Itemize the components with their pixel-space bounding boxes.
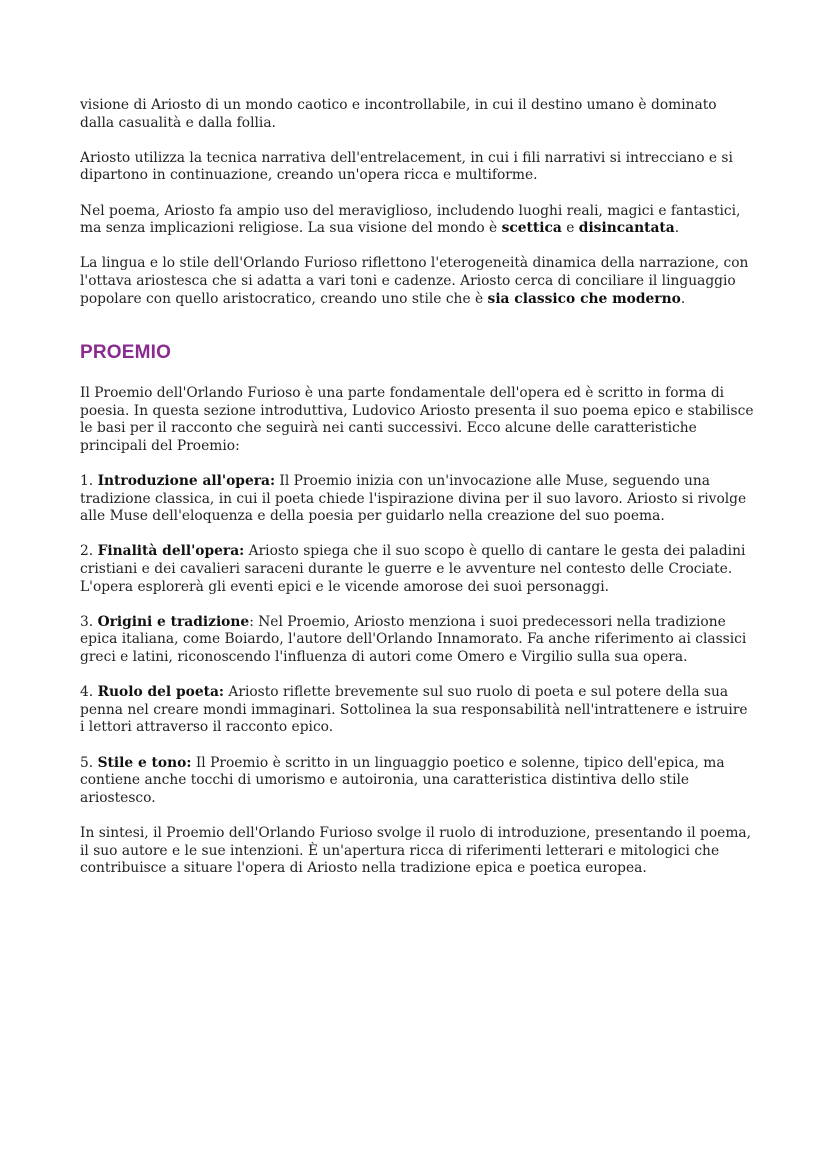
paragraph-text: .: [674, 220, 680, 237]
paragraph-proemio-intro: [80, 385, 755, 455]
paragraph-text: In sintesi, il Proemio dell'Orlando Furioso svolge il ruolo di introduzione, presentando il poema, il suo autore e le sue intenzioni. È un'apertura ricca di riferimenti letterari e mitologici che contribuisce a situare l'opera di Ariosto nella tradizione epica e poetica europea.: [80, 824, 752, 877]
paragraph-lingua-stile: [80, 255, 755, 308]
paragraph-caotico: [80, 97, 755, 132]
paragraph-text: visione di Ariosto di un mondo caotico e incontrollabile, in cui il destino umano è dominato dalla casualità e dalla follia.: [80, 97, 717, 131]
paragraph-text: La lingua e lo stile dell'Orlando Furioso riflettono l'eterogeneità dinamica della narrazione, con l'ottava ariostesca che si adatta a vari toni e cadenze. Ariosto cerca di conciliare il linguaggio popolare con quello aristocratico, creando uno stile che è: [80, 255, 749, 307]
paragraph-text: Ariosto utilizza la tecnica narrativa dell'entrelacement, in cui i fili narrativi si intrecciano e si dipartono in continuazione, creando un'opera ricca e multiforme.: [80, 149, 733, 184]
list-item-title: Stile e tono:: [97, 754, 192, 771]
paragraph-conclusione: [80, 825, 755, 878]
list-item-text: Il Proemio è scritto in un linguaggio poetico e solenne, tipico dell'epica, ma contiene anche tocchi di umorismo e autoironia, una caratteristica distintiva dello stile ariostesco.: [80, 754, 725, 806]
paragraph-text: Nel poema, Ariosto fa ampio uso del meraviglioso, includendo luoghi reali, magici e fantastici, ma senza implicazioni religiose. La sua visione del mondo è: [80, 202, 741, 237]
list-item-text: Il Proemio inizia con un'invocazione alle Muse, seguendo una tradizione classica, in cui il poeta chiede l'ispirazione divina per il suo lavoro. Ariosto si rivolge alle Muse dell'eloquenza e della poesia per guidarlo nella creazione del suo poema.: [80, 473, 747, 525]
paragraph-text: Il Proemio dell'Orlando Furioso è una parte fondamentale dell'opera ed è scritto in forma di poesia. In questa sezione introduttiva, Ludovico Ariosto presenta il suo poema epico e stabilisce le basi per il racconto che seguirà nei canti successivi. Ecco alcune delle caratteristiche principali del Proemio:: [80, 385, 754, 454]
paragraph-text: e: [561, 220, 579, 237]
list-item-origini: [80, 614, 755, 667]
list-item-title: Ruolo del poeta:: [97, 684, 225, 701]
list-item-ruolo: [80, 684, 755, 737]
list-item-finalita: [80, 543, 755, 596]
list-item-number: 4.: [80, 684, 98, 701]
list-item-number: 2.: [80, 543, 98, 560]
list-item-number: 5.: [80, 754, 98, 771]
list-item-stile: [80, 755, 755, 808]
list-item-title: Origini e tradizione: [97, 613, 250, 630]
list-item-text: Ariosto spiega che il suo scopo è quello di cantare le gesta dei paladini cristiani e dei cavalieri saraceni durante le guerre e le avventure nel contesto delle Crociate. L'opera esplorerà gli eventi epici e le vicende amorose dei suoi personaggi.: [80, 543, 746, 595]
paragraph-entrelacement: [80, 150, 755, 185]
list-item-number: 1.: [80, 473, 98, 490]
list-item-title: Finalità dell'opera:: [97, 543, 245, 560]
bold-scettica: scettica: [501, 220, 562, 237]
list-item-number: 3.: [80, 613, 98, 630]
list-item-title: Introduzione all'opera:: [97, 473, 276, 490]
paragraph-text: .: [680, 290, 686, 307]
bold-disincantata: disincantata: [578, 220, 675, 237]
document-page: [80, 97, 755, 895]
paragraph-meraviglioso: [80, 203, 755, 238]
list-item-introduzione: [80, 473, 755, 526]
list-item-text: : Nel Proemio, Ariosto menziona i suoi predecessori nella tradizione epica italiana, come Boiardo, l'autore dell'Orlando Innamorato. Fa anche riferimento ai classici greci e latini, riconoscendo l'influenza di autori come Omero e Virgilio sulla sua opera.: [80, 613, 747, 666]
bold-classico-moderno: sia classico che moderno: [487, 290, 681, 307]
list-item-text: Ariosto riflette brevemente sul suo ruolo di poeta e sul potere della sua penna nel creare mondi immaginari. Sottolinea la sua responsabilità nell'intrattenere e istruire i lettori attraverso il racconto epico.: [80, 684, 748, 736]
section-heading-proemio: PROEMIO: [80, 342, 172, 364]
